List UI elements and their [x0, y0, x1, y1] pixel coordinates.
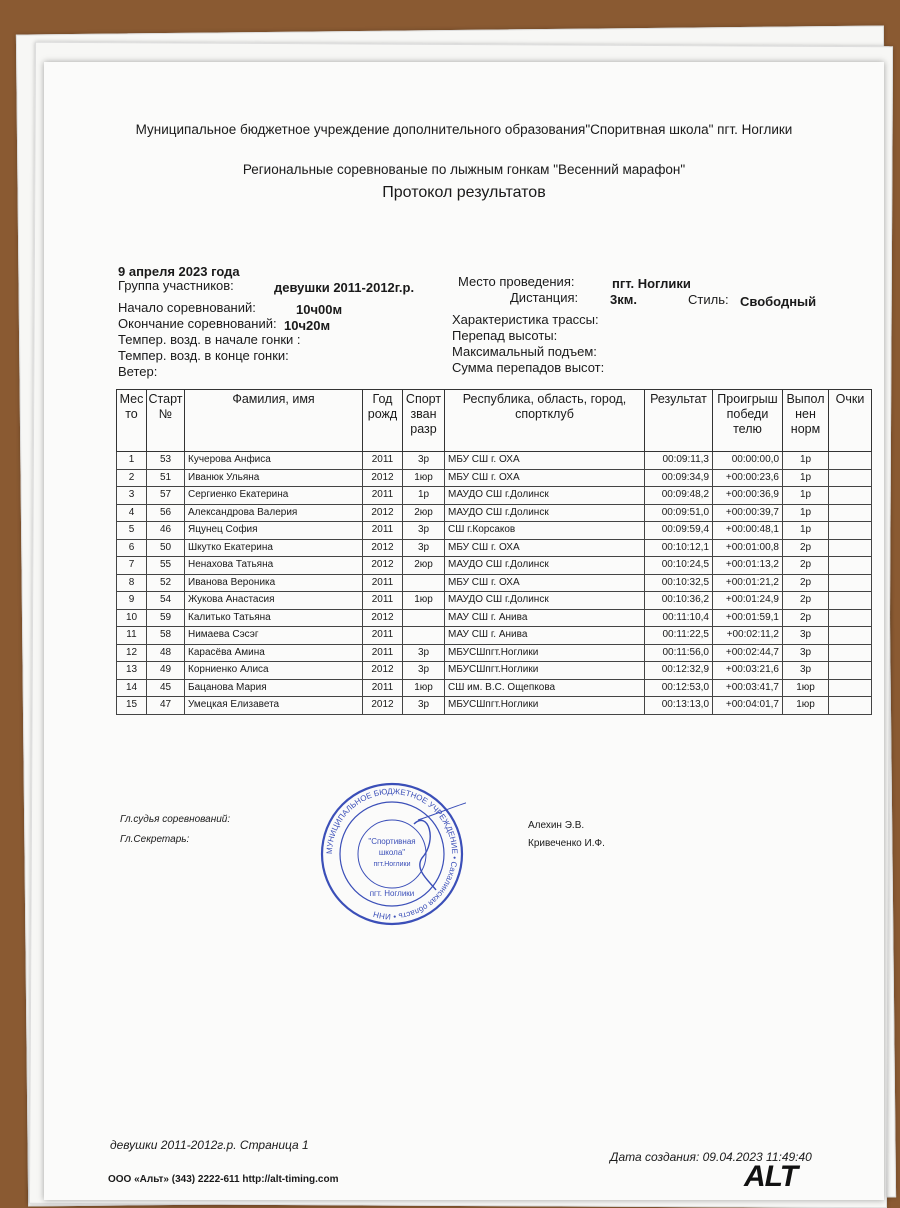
- cell-birth-year: 2012: [363, 697, 403, 715]
- cell-start-number: 46: [147, 522, 185, 540]
- svg-text:МУНИЦИПАЛЬНОЕ БЮДЖЕТНОЕ УЧРЕЖД: МУНИЦИПАЛЬНОЕ БЮДЖЕТНОЕ УЧРЕЖДЕНИЕ • Сахалинская область • ИНН: [324, 786, 460, 922]
- cell-gap-time: +00:00:39,7: [713, 504, 783, 522]
- cell-athlete-name: Калитько Татьяна: [185, 609, 363, 627]
- svg-text:школа": школа": [378, 848, 406, 857]
- table-row: [117, 522, 872, 540]
- cell-athlete-name: Жукова Анастасия: [185, 592, 363, 610]
- cell-place: 8: [117, 574, 147, 592]
- cell-club: МБУ СШ г. ОХА: [445, 539, 645, 557]
- cell-rank: 3р: [403, 697, 445, 715]
- cell-rank: [403, 574, 445, 592]
- group-label: Группа участников:: [118, 278, 234, 293]
- cell-start-number: 53: [147, 452, 185, 470]
- cell-start-number: 52: [147, 574, 185, 592]
- cell-athlete-name: Бацанова Мария: [185, 679, 363, 697]
- cell-result-time: 00:09:59,4: [645, 522, 713, 540]
- cell-gap-time: +00:01:13,2: [713, 557, 783, 575]
- cell-norm: 1р: [783, 469, 829, 487]
- table-row: [117, 487, 872, 505]
- secretary-label: Гл.Секретарь:: [120, 834, 190, 845]
- cell-place: 13: [117, 662, 147, 680]
- cell-norm: 3р: [783, 627, 829, 645]
- cell-points: [829, 574, 872, 592]
- cell-result-time: 00:11:56,0: [645, 644, 713, 662]
- col-header-rank: Спорт зван разр: [403, 390, 445, 452]
- cell-club: МАУДО СШ г.Долинск: [445, 557, 645, 575]
- cell-place: 9: [117, 592, 147, 610]
- cell-start-number: 45: [147, 679, 185, 697]
- cell-birth-year: 2011: [363, 574, 403, 592]
- cell-rank: [403, 609, 445, 627]
- cell-gap-time: +00:01:24,9: [713, 592, 783, 610]
- col-header-result: Результат: [645, 390, 713, 452]
- cell-points: [829, 539, 872, 557]
- svg-text:пгт. Ноглики: пгт. Ноглики: [369, 889, 415, 898]
- timing-company: ООО «Альт» (343) 2222-611 http://alt-timing.com: [108, 1174, 339, 1185]
- cell-place: 1: [117, 452, 147, 470]
- cell-gap-time: +00:04:01,7: [713, 697, 783, 715]
- cell-birth-year: 2011: [363, 452, 403, 470]
- cell-athlete-name: Иванова Вероника: [185, 574, 363, 592]
- cell-points: [829, 697, 872, 715]
- temp-end-label: Темпер. возд. в конце гонки:: [118, 348, 289, 363]
- cell-club: МБУСШпгт.Ноглики: [445, 697, 645, 715]
- cell-club: МБУ СШ г. ОХА: [445, 469, 645, 487]
- cell-gap-time: +00:03:41,7: [713, 679, 783, 697]
- cell-start-number: 56: [147, 504, 185, 522]
- table-row: [117, 644, 872, 662]
- cell-rank: 3р: [403, 644, 445, 662]
- page-footer: девушки 2011-2012г.р. Страница 1: [110, 1138, 309, 1152]
- table-row: [117, 592, 872, 610]
- cell-athlete-name: Кучерова Анфиса: [185, 452, 363, 470]
- cell-points: [829, 557, 872, 575]
- cell-norm: 2р: [783, 539, 829, 557]
- results-body: [117, 452, 872, 715]
- official-stamp: [318, 780, 466, 928]
- cell-rank: 1юр: [403, 679, 445, 697]
- cell-points: [829, 662, 872, 680]
- col-header-start: Старт №: [147, 390, 185, 452]
- cell-start-number: 54: [147, 592, 185, 610]
- cell-rank: 3р: [403, 522, 445, 540]
- cell-birth-year: 2012: [363, 504, 403, 522]
- cell-result-time: 00:10:24,5: [645, 557, 713, 575]
- cell-norm: 3р: [783, 644, 829, 662]
- col-header-name: Фамилия, имя: [185, 390, 363, 452]
- cell-athlete-name: Иванюк Ульяна: [185, 469, 363, 487]
- cell-place: 7: [117, 557, 147, 575]
- venue-label: Место проведения:: [458, 274, 575, 289]
- climb-label: Максимальный подъем:: [452, 344, 597, 359]
- cell-norm: 1р: [783, 522, 829, 540]
- table-row: [117, 504, 872, 522]
- cell-athlete-name: Нимаева Сэсэг: [185, 627, 363, 645]
- cell-gap-time: +00:02:11,2: [713, 627, 783, 645]
- cell-start-number: 58: [147, 627, 185, 645]
- svg-text:"Спортивная: "Спортивная: [368, 837, 416, 846]
- cell-athlete-name: Ненахова Татьяна: [185, 557, 363, 575]
- cell-norm: 2р: [783, 574, 829, 592]
- cell-result-time: 00:09:48,2: [645, 487, 713, 505]
- cell-result-time: 00:09:34,9: [645, 469, 713, 487]
- col-header-gap: Проигрыш победи телю: [713, 390, 783, 452]
- table-row: [117, 627, 872, 645]
- cell-result-time: 00:09:51,0: [645, 504, 713, 522]
- protocol-page: [44, 62, 884, 1200]
- cell-club: МБУСШпгт.Ноглики: [445, 644, 645, 662]
- table-row: [117, 452, 872, 470]
- cell-start-number: 55: [147, 557, 185, 575]
- cell-result-time: 00:10:32,5: [645, 574, 713, 592]
- cell-birth-year: 2012: [363, 539, 403, 557]
- cell-rank: [403, 627, 445, 645]
- cell-points: [829, 504, 872, 522]
- total-label: Сумма перепадов высот:: [452, 360, 605, 375]
- cell-club: СШ им. В.С. Ощепкова: [445, 679, 645, 697]
- col-header-year: Год рожд: [363, 390, 403, 452]
- table-header-row: [117, 390, 872, 452]
- cell-points: [829, 522, 872, 540]
- cell-birth-year: 2012: [363, 557, 403, 575]
- cell-points: [829, 627, 872, 645]
- cell-result-time: 00:13:13,0: [645, 697, 713, 715]
- table-row: [117, 574, 872, 592]
- cell-club: МАУ СШ г. Анива: [445, 609, 645, 627]
- cell-start-number: 57: [147, 487, 185, 505]
- event-date: 9 апреля 2023 года: [118, 264, 240, 279]
- table-row: [117, 679, 872, 697]
- cell-place: 11: [117, 627, 147, 645]
- cell-birth-year: 2011: [363, 644, 403, 662]
- table-row: [117, 539, 872, 557]
- cell-gap-time: +00:00:23,6: [713, 469, 783, 487]
- drop-label: Перепад высоты:: [452, 328, 558, 343]
- temp-start-label: Темпер. возд. в начале гонки :: [118, 332, 301, 347]
- cell-points: [829, 609, 872, 627]
- cell-place: 4: [117, 504, 147, 522]
- cell-gap-time: +00:03:21,6: [713, 662, 783, 680]
- judge-name: Алехин Э.В.: [528, 820, 585, 831]
- results-table: [116, 389, 872, 715]
- cell-start-number: 51: [147, 469, 185, 487]
- track-label: Характеристика трассы:: [452, 312, 599, 327]
- cell-birth-year: 2012: [363, 469, 403, 487]
- col-header-place: Мес то: [117, 390, 147, 452]
- style-value: Свободный: [740, 294, 817, 309]
- cell-result-time: 00:09:11,3: [645, 452, 713, 470]
- creation-date: Дата создания: 09.04.2023 11:49:40: [610, 1150, 812, 1164]
- cell-rank: 3р: [403, 452, 445, 470]
- cell-place: 2: [117, 469, 147, 487]
- distance-label: Дистанция:: [510, 290, 579, 305]
- alt-logo: ALT: [744, 1160, 798, 1193]
- cell-club: МБУСШпгт.Ноглики: [445, 662, 645, 680]
- cell-start-number: 48: [147, 644, 185, 662]
- cell-club: МАУДО СШ г.Долинск: [445, 592, 645, 610]
- table-row: [117, 557, 872, 575]
- cell-norm: 1р: [783, 452, 829, 470]
- cell-rank: 1юр: [403, 469, 445, 487]
- cell-place: 3: [117, 487, 147, 505]
- cell-gap-time: +00:01:00,8: [713, 539, 783, 557]
- cell-gap-time: 00:00:00,0: [713, 452, 783, 470]
- distance-value: 3км.: [610, 292, 637, 307]
- cell-norm: 2р: [783, 557, 829, 575]
- cell-norm: 1юр: [783, 697, 829, 715]
- cell-rank: 1юр: [403, 592, 445, 610]
- cell-points: [829, 452, 872, 470]
- cell-club: МАУДО СШ г.Долинск: [445, 487, 645, 505]
- cell-club: МАУДО СШ г.Долинск: [445, 504, 645, 522]
- style-label: Стиль:: [688, 292, 729, 307]
- cell-club: СШ г.Корсаков: [445, 522, 645, 540]
- cell-rank: 3р: [403, 539, 445, 557]
- secretary-name: Кривеченко И.Ф.: [528, 838, 605, 849]
- cell-result-time: 00:12:32,9: [645, 662, 713, 680]
- venue-value: пгт. Ноглики: [612, 276, 691, 291]
- cell-gap-time: +00:00:48,1: [713, 522, 783, 540]
- cell-start-number: 50: [147, 539, 185, 557]
- cell-gap-time: +00:01:21,2: [713, 574, 783, 592]
- cell-gap-time: +00:01:59,1: [713, 609, 783, 627]
- cell-start-number: 47: [147, 697, 185, 715]
- cell-result-time: 00:11:10,4: [645, 609, 713, 627]
- cell-result-time: 00:11:22,5: [645, 627, 713, 645]
- cell-birth-year: 2012: [363, 609, 403, 627]
- table-row: [117, 469, 872, 487]
- group-value: девушки 2011-2012г.р.: [274, 280, 415, 295]
- organization-title: Муниципальное бюджетное учреждение дополнительного образования"Споритвная школа" пгт. Ноглики: [135, 122, 793, 137]
- protocol-title: Протокол результатов: [382, 184, 546, 201]
- cell-athlete-name: Шкутко Екатерина: [185, 539, 363, 557]
- cell-athlete-name: Умецкая Елизавета: [185, 697, 363, 715]
- cell-place: 15: [117, 697, 147, 715]
- cell-rank: 2юр: [403, 557, 445, 575]
- cell-result-time: 00:10:12,1: [645, 539, 713, 557]
- cell-place: 6: [117, 539, 147, 557]
- cell-place: 14: [117, 679, 147, 697]
- cell-athlete-name: Сергиенко Екатерина: [185, 487, 363, 505]
- cell-athlete-name: Карасёва Амина: [185, 644, 363, 662]
- cell-place: 12: [117, 644, 147, 662]
- cell-points: [829, 592, 872, 610]
- cell-result-time: 00:12:53,0: [645, 679, 713, 697]
- cell-club: МАУ СШ г. Анива: [445, 627, 645, 645]
- cell-rank: 3р: [403, 662, 445, 680]
- cell-start-number: 59: [147, 609, 185, 627]
- cell-athlete-name: Яцунец София: [185, 522, 363, 540]
- cell-norm: 2р: [783, 592, 829, 610]
- cell-birth-year: 2011: [363, 627, 403, 645]
- col-header-norm: Выпол нен норм: [783, 390, 829, 452]
- cell-birth-year: 2011: [363, 522, 403, 540]
- col-header-club: Республика, область, город, спортклуб: [445, 390, 645, 452]
- cell-gap-time: +00:00:36,9: [713, 487, 783, 505]
- cell-athlete-name: Александрова Валерия: [185, 504, 363, 522]
- svg-text:пгт.Ноглики: пгт.Ноглики: [373, 861, 411, 868]
- cell-gap-time: +00:02:44,7: [713, 644, 783, 662]
- cell-points: [829, 487, 872, 505]
- cell-rank: 2юр: [403, 504, 445, 522]
- cell-norm: 2р: [783, 609, 829, 627]
- cell-points: [829, 679, 872, 697]
- cell-birth-year: 2011: [363, 679, 403, 697]
- end-value: 10ч20м: [284, 318, 331, 333]
- wind-label: Ветер:: [118, 364, 158, 379]
- table-row: [117, 662, 872, 680]
- cell-points: [829, 644, 872, 662]
- cell-club: МБУ СШ г. ОХА: [445, 574, 645, 592]
- col-header-points: Очки: [829, 390, 872, 452]
- cell-place: 10: [117, 609, 147, 627]
- cell-norm: 3р: [783, 662, 829, 680]
- cell-result-time: 00:10:36,2: [645, 592, 713, 610]
- cell-place: 5: [117, 522, 147, 540]
- end-label: Окончание соревнований:: [118, 316, 277, 331]
- event-title: Региональные соревнованые по лыжным гонкам "Весенний марафон": [242, 162, 686, 177]
- cell-points: [829, 469, 872, 487]
- cell-norm: 1р: [783, 487, 829, 505]
- start-value: 10ч00м: [296, 302, 343, 317]
- cell-athlete-name: Корниенко Алиса: [185, 662, 363, 680]
- cell-start-number: 49: [147, 662, 185, 680]
- cell-birth-year: 2011: [363, 592, 403, 610]
- cell-birth-year: 2011: [363, 487, 403, 505]
- cell-club: МБУ СШ г. ОХА: [445, 452, 645, 470]
- table-row: [117, 609, 872, 627]
- cell-norm: 1р: [783, 504, 829, 522]
- cell-norm: 1юр: [783, 679, 829, 697]
- start-label: Начало соревнований:: [118, 300, 256, 315]
- cell-birth-year: 2012: [363, 662, 403, 680]
- table-row: [117, 697, 872, 715]
- judge-label: Гл.судья соревнований:: [120, 814, 231, 825]
- cell-rank: 1р: [403, 487, 445, 505]
